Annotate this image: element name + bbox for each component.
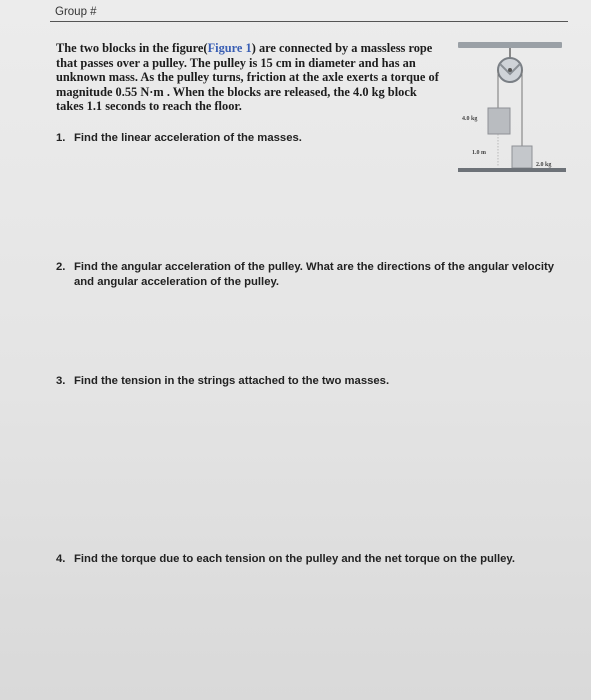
group-underline: [50, 21, 568, 22]
question-2: [56, 260, 566, 290]
question-3-text: Find the tension in the strings attached to the two masses.: [74, 375, 390, 387]
question-3-number: 3.: [56, 375, 66, 387]
question-1: [56, 131, 476, 146]
question-4-number: 4.: [56, 553, 66, 565]
height-label: 1.0 m: [472, 150, 486, 156]
mass-label-2kg: 2.0 kg: [536, 162, 552, 168]
question-2-text-line2: and angular acceleration of the pulley.: [74, 276, 280, 288]
figure-link[interactable]: Figure 1: [207, 41, 252, 55]
problem-statement: [56, 41, 446, 114]
problem-text-rest: ) are connected by a massless rope that passes over a pulley. The pulley is 15 cm in diameter and has an unknown mass. As the pulley turns, friction at the axle exerts a torque of magnitude 0.55 N·m . When the blocks are released, the 4.0 kg block takes 1.1 seconds to reach the floor.: [56, 41, 439, 114]
problem-text-start: The two blocks in the figure(: [56, 41, 208, 55]
ceiling-bar: [458, 42, 562, 48]
question-2-number: 2.: [56, 261, 66, 273]
question-4-text: Find the torque due to each tension on the pulley and the net torque on the pulley.: [74, 553, 516, 565]
mass-block-2kg: [512, 146, 532, 168]
question-3: [56, 374, 556, 389]
question-1-number: 1.: [56, 132, 66, 144]
group-label: Group #: [55, 6, 97, 18]
question-1-text: Find the linear acceleration of the masses.: [74, 132, 302, 144]
mass-label-4kg: 4.0 kg: [462, 116, 478, 122]
pulley-figure: [450, 36, 570, 181]
floor: [458, 168, 566, 172]
mass-block-4kg: [488, 108, 510, 134]
question-2-text-line1: Find the angular acceleration of the pulley. What are the directions of the angular velocity: [74, 261, 554, 273]
pulley-axle: [508, 68, 512, 72]
question-4: [56, 552, 576, 567]
